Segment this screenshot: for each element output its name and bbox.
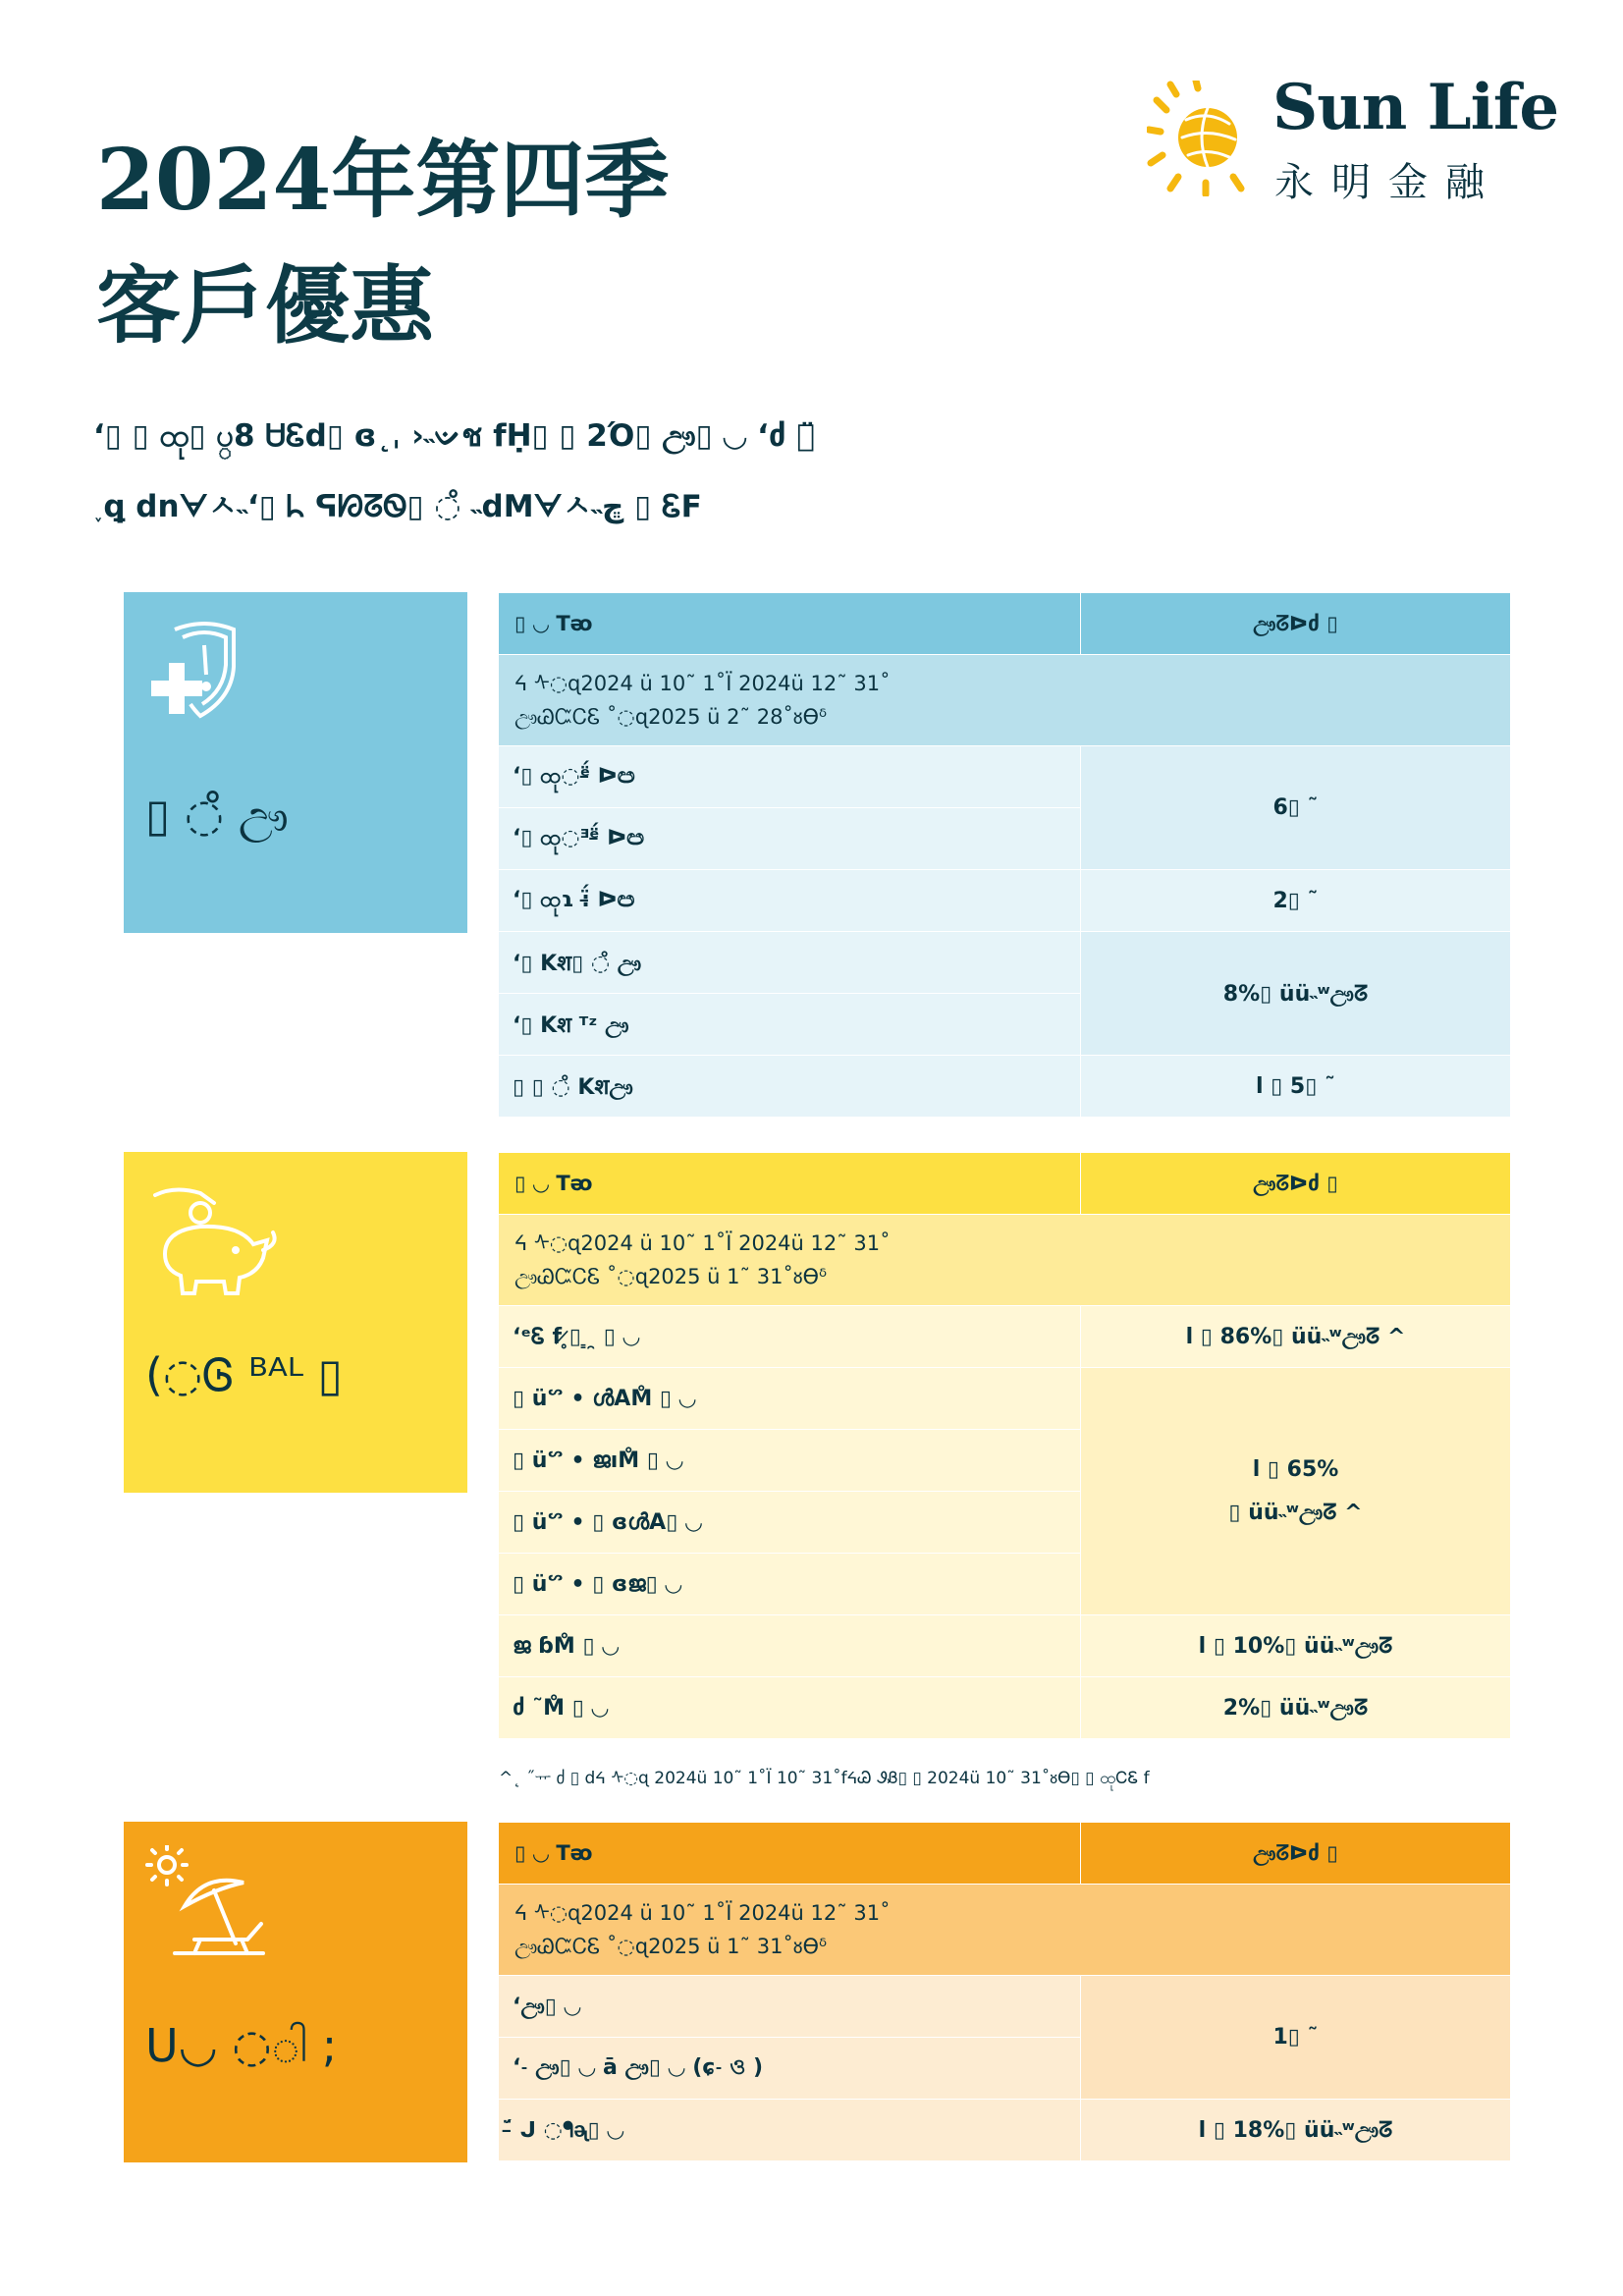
table-row [499,746,1511,808]
row-label: ‘▯ Kश▯ ◌̊ ඌ [499,932,1081,994]
row-value: l ▯ 18%▯ üü˵ʷඌᘔ [1081,2100,1511,2161]
row-value: l ▯ 5▯ ˜ [1081,1056,1511,1118]
section-side-panel [124,1822,467,2162]
footnote: ^˛ ˝ᅲ ძ ▯ dᔦ ᠰ◌ɋ 2024ü 10˜ 1˚Ï 10˜ 31˚fᔦᏊ ᏭᏰ▯ ▯ 2024ü 10˜ 31˚ᴕϴ▯ ▯ ထုᏟᏋ f [499,1769,1150,1788]
header-col-2: ඌᘔᐅძ ▯ [1081,593,1511,655]
table-header [499,1823,1511,1885]
piggy-bank-icon [145,1175,283,1303]
row-value: l ▯ 86%▯ üü˵ʷඌᘔ ^ [1081,1306,1511,1368]
sun-life-logo [1147,71,1559,205]
offer-period [499,1215,1511,1306]
row-value [1081,1368,1511,1615]
period-line-1: ᔦ ᠰ◌ɋ2024 ü 10˜ 1˚Ï 2024ü 12˜ 31˚ [514,1231,891,1255]
row-value-line-1: l ▯ 65% [1252,1456,1339,1482]
intro-line-2: ˯ꝗ dnᗄㅅ˵‘▯ ᖺ ᕋᘗᘔᏫ▯ ◌̊ ˵dMᗄㅅ˵ڇ ▯ ᏋF [93,489,702,524]
row-label: ‘▯ ထု◌ᴲᵉ͏̵̈́ ᐅඏ [499,808,1081,870]
row-label: ძ ˜M̊ ▯ ◡ [499,1677,1081,1739]
row-label: ▯ üᔥ • ജıM̊ ▯ ◡ [499,1430,1081,1492]
table-row [499,870,1511,932]
row-label: ‘▯ ထုɿ :̵̈́ ᐅඏ [499,870,1081,932]
shield-plus-icon [145,616,263,734]
beach-umbrella-icon [145,1845,283,1973]
period-line-2: ඌᏊᏨᏟᏋ ˚◌ɋ2025 ü 1˜ 31˚ᴕϴᵟ [514,1935,828,1958]
row-value: 2%▯ üü˵ʷඌᘔ [1081,1677,1511,1739]
table-row [499,932,1511,994]
row-value-line-2: ▯ üü˵ʷඌᘔ ^ [1228,1500,1363,1525]
row-label: ‘▯ Kश ᵀᶻ ඌ [499,994,1081,1056]
period-line-1: ᔦ ᠰ◌ɋ2024 ü 10˜ 1˚Ï 2024ü 12˜ 31˚ [514,1901,891,1925]
header-col-2: ඌᘔᐅძ ▯ [1081,1153,1511,1215]
table-row [499,1306,1511,1368]
table-row [499,2100,1511,2161]
row-label: ‘▯ ထု◌ᵉ͏̵̈́ ᐅඏ [499,746,1081,808]
row-value: 8%▯ üü˵ʷඌᘔ [1081,932,1511,1056]
row-label: ‘˗ ඌ▯ ◡ ā ඌ▯ ◡ (ɕ˗ ও ) [499,2038,1081,2100]
row-value: 6▯ ˜ [1081,746,1511,870]
section-side-panel [124,592,467,933]
section-label: (◌Ꮆ ᴮᴬᴸ ▯ [145,1348,343,1401]
logo-name-en: Sun Life [1272,71,1559,144]
header-col-2: ඌᘔᐅძ ▯ [1081,1823,1511,1885]
header-col-1: ▯ ◡ Tᴔ [499,1153,1081,1215]
intro-line-1: ‘▯ ▯ ထု▯ ပ္8 ᏌᏋd▯ ɞ˛ˌ ›˵ᨉช fḤ▯ ▯ 2Ό▯ ඌ▯ ◡ ‘ძ ぷ̈ [93,418,815,454]
page-title [96,118,669,369]
table-row [499,1976,1511,2038]
logo-name-zh: 永明金融 [1274,160,1502,205]
sun-icon [1147,81,1263,196]
header-col-1: ▯ ◡ Tᴔ [499,1823,1081,1885]
row-value: 1▯ ˜ [1081,1976,1511,2100]
offer-table [498,592,1511,1118]
row-label: ▯ üᔥ • ൾAM̊ ▯ ◡ [499,1368,1081,1430]
row-label: ജ ɓM̊ ▯ ◡ [499,1615,1081,1677]
row-value: l ▯ 10%▯ üü˵ʷඌᘔ [1081,1615,1511,1677]
table-row [499,1056,1511,1118]
row-label: ‘ᵉᏋ f ̷̥▯ ͇ ̯ ▯ ◡ [499,1306,1081,1368]
offer-table [498,1822,1511,2161]
row-value: 2▯ ˜ [1081,870,1511,932]
offer-table [498,1152,1511,1739]
title-line-1: 2024年第四季 [96,131,670,230]
table-row [499,1615,1511,1677]
row-label: ̵̈́ ᒍ ◌ᖳᶕ▯ ◡ [499,2100,1081,2161]
title-line-2: 客戶優惠 [96,256,434,355]
period-line-2: ඌᏊᏨᏟᏋ ˚◌ɋ2025 ü 2˜ 28˚ᴕϴᵟ [514,705,828,729]
table-row [499,1677,1511,1739]
row-label: ▯ üᔥ • ▯ ɞൾA▯ ◡ [499,1492,1081,1554]
table-header [499,593,1511,655]
offer-period [499,655,1511,746]
intro-text [93,401,1497,542]
table-row [499,1368,1511,1430]
row-label: ‘ඌ▯ ◡ [499,1976,1081,2038]
row-label: ▯ üᔥ • ▯ ɞജ▯ ◡ [499,1554,1081,1615]
offer-period [499,1885,1511,1976]
table-header [499,1153,1511,1215]
section-label: ▯ ◌̊ ඌ [145,789,289,842]
row-label: ▯ ▯ ◌̊ Kशඌ [499,1056,1081,1118]
period-line-2: ඌᏊᏨᏟᏋ ˚◌ɋ2025 ü 1˜ 31˚ᴕϴᵟ [514,1265,828,1288]
period-line-1: ᔦ ᠰ◌ɋ2024 ü 10˜ 1˚Ï 2024ü 12˜ 31˚ [514,672,891,695]
section-label: ᑌ◡ ◌ါ ; [145,2019,338,2072]
header-col-1: ▯ ◡ Tᴔ [499,593,1081,655]
section-side-panel [124,1152,467,1493]
